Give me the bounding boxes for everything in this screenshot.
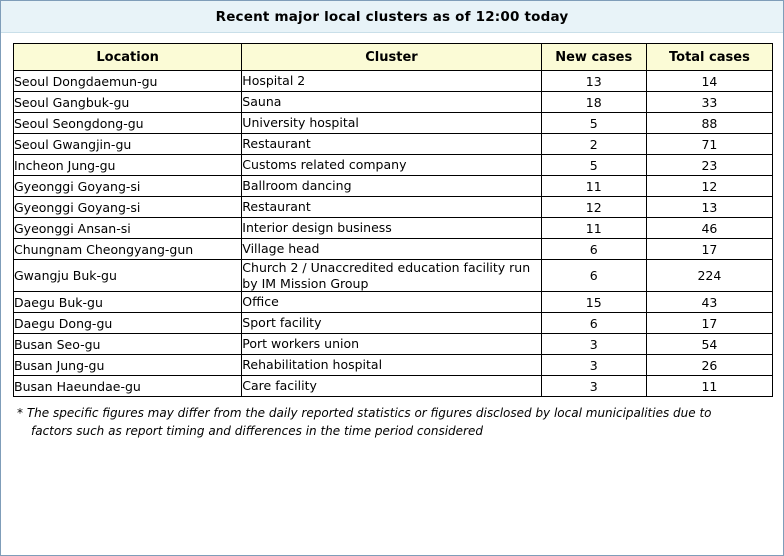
cell-new-cases: 11 [541,176,646,197]
column-header-total-cases: Total cases [646,44,772,71]
cell-new-cases: 5 [541,155,646,176]
cell-cluster: Village head [242,239,541,260]
cell-cluster: Interior design business [242,218,541,239]
cell-location: Daegu Buk-gu [14,292,242,313]
cell-location: Busan Haeundae-gu [14,376,242,397]
table-row [14,355,773,376]
column-header-new-cases: New cases [541,44,646,71]
cell-cluster: Sauna [242,92,541,113]
cell-new-cases: 2 [541,134,646,155]
cell-total-cases: 13 [646,197,772,218]
footnote-line-1: * The specific figures may differ from the daily reported statistics or figures disclosed by local municipalities due to [17,406,712,421]
cell-location: Daegu Dong-gu [14,313,242,334]
cell-location: Seoul Gangbuk-gu [14,92,242,113]
cell-location: Gyeonggi Goyang-si [14,176,242,197]
cell-cluster: Church 2 / Unaccredited education facility run by IM Mission Group [242,260,541,292]
cell-new-cases: 6 [541,260,646,292]
cell-total-cases: 54 [646,334,772,355]
cell-new-cases: 15 [541,292,646,313]
table-row [14,176,773,197]
cell-cluster: Rehabilitation hospital [242,355,541,376]
cell-new-cases: 11 [541,218,646,239]
cell-location: Gwangju Buk-gu [14,260,242,292]
title-bar [1,1,783,33]
cell-location: Gyeonggi Goyang-si [14,197,242,218]
column-header-location: Location [14,44,242,71]
cell-location: Gyeonggi Ansan-si [14,218,242,239]
cell-new-cases: 5 [541,113,646,134]
cell-total-cases: 12 [646,176,772,197]
table-row [14,92,773,113]
cell-new-cases: 6 [541,313,646,334]
cell-location: Seoul Dongdaemun-gu [14,71,242,92]
cell-total-cases: 11 [646,376,772,397]
cell-new-cases: 3 [541,355,646,376]
cell-new-cases: 6 [541,239,646,260]
footnote [1,397,783,440]
cell-cluster: Port workers union [242,334,541,355]
cell-cluster: University hospital [242,113,541,134]
table-row [14,218,773,239]
cell-new-cases: 3 [541,376,646,397]
footnote-line-2: factors such as report timing and differences in the time period considered [31,423,483,438]
table-row [14,334,773,355]
table-row [14,239,773,260]
table-row [14,197,773,218]
cell-total-cases: 17 [646,313,772,334]
cell-total-cases: 33 [646,92,772,113]
cell-location: Busan Jung-gu [14,355,242,376]
cell-location: Seoul Gwangjin-gu [14,134,242,155]
page-title: Recent major local clusters as of 12:00 today [215,8,569,25]
cell-cluster: Sport facility [242,313,541,334]
clusters-table [13,43,773,397]
cell-new-cases: 13 [541,71,646,92]
table-row [14,376,773,397]
table-row [14,113,773,134]
cell-cluster: Hospital 2 [242,71,541,92]
table-row [14,71,773,92]
cell-total-cases: 224 [646,260,772,292]
column-header-cluster: Cluster [242,44,541,71]
table-row [14,134,773,155]
cell-new-cases: 3 [541,334,646,355]
cell-location: Busan Seo-gu [14,334,242,355]
table-header [14,44,773,71]
cell-total-cases: 17 [646,239,772,260]
table-row [14,313,773,334]
cell-total-cases: 46 [646,218,772,239]
cell-total-cases: 43 [646,292,772,313]
cell-cluster: Care facility [242,376,541,397]
table-row [14,155,773,176]
table-header-row [14,44,773,71]
cell-cluster: Restaurant [242,197,541,218]
cell-total-cases: 88 [646,113,772,134]
cell-location: Incheon Jung-gu [14,155,242,176]
table-row [14,292,773,313]
cell-cluster: Ballroom dancing [242,176,541,197]
cell-cluster: Restaurant [242,134,541,155]
cell-location: Seoul Seongdong-gu [14,113,242,134]
table-row [14,260,773,292]
cell-cluster: Customs related company [242,155,541,176]
cell-new-cases: 18 [541,92,646,113]
table-body [14,71,773,397]
table-container [1,33,783,397]
cell-total-cases: 14 [646,71,772,92]
cell-cluster: Office [242,292,541,313]
cell-location: Chungnam Cheongyang-gun [14,239,242,260]
cell-total-cases: 71 [646,134,772,155]
cell-total-cases: 26 [646,355,772,376]
cell-total-cases: 23 [646,155,772,176]
cell-new-cases: 12 [541,197,646,218]
